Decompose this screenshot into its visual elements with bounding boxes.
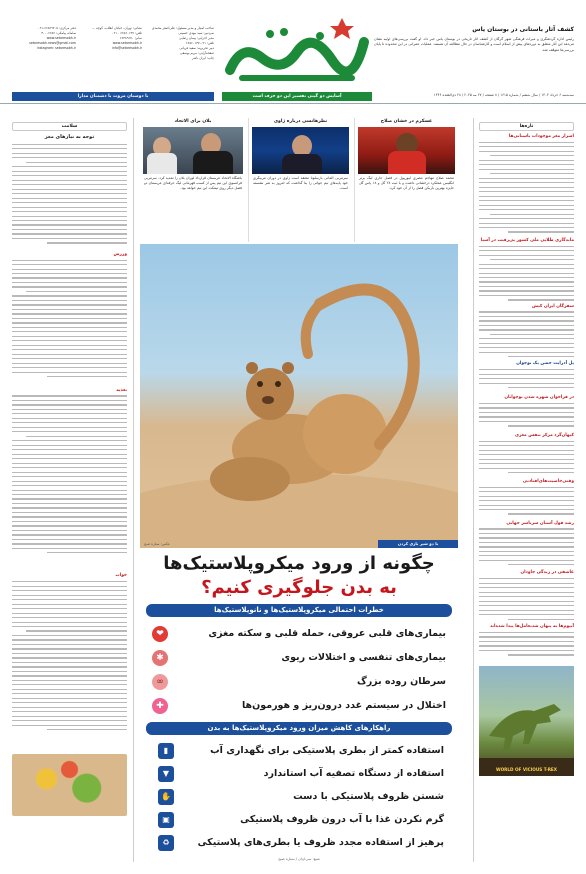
tagline2: با دوستان مروت با دشمنان مدارا (77, 94, 149, 99)
story-salah-title: عسکرم در خشان صلاح (380, 119, 433, 124)
column-head-left-label: سلامت (61, 124, 78, 129)
risk-label-2: بیماری‌های تنفسی و اختلالات ریوی (281, 651, 446, 663)
column-head-left (12, 122, 127, 131)
photo-credit: عکس: ستاره صبح (144, 542, 170, 547)
tip-label-2: استفاده از دستگاه تصفیه آب استاندارد (263, 767, 444, 779)
story-blanc[interactable] (140, 118, 246, 242)
staff-col-3 (12, 26, 76, 51)
tip-label-3: شستن ظروف پلاستیکی با دست (293, 790, 444, 802)
staff-3-2: www.setaresobh.ir (46, 36, 76, 40)
lead-body: رئیس اداره گردشگری و میراث فرهنگی شهر گرگان از کشف آثار تاریخی در بوستان یاس خبر داد. او گفت بررسی‌های اولیه نشان می‌دهد این آثار متعلق به دوره‌های پیش از اسلام است و کارشناسان در حال مطالعه آن هستند. عملیات عمرانی در این محدوده تا پایان بررسی‌ها متوقف شد. (374, 37, 574, 52)
left-headline[interactable]: توجه به نیازهای مغز (44, 134, 95, 140)
right-item-text-8 (479, 528, 574, 570)
staff-3-0: دفتر مرکزی: ۶۶۵۶۹۴۰۵-۰۲۱ (37, 26, 76, 30)
story-flick-body: سرمربی آلمانی بارسلونا معتقد است ژاوی در دوران مربیگری خود پایه‌های تیم جوانی را بنا گذاشت که امروز به ثمر نشسته است. (253, 176, 348, 191)
staff-1-1: سردبیر: سید مهدی حسینی (178, 31, 214, 35)
right-item-text-7 (479, 487, 574, 521)
right-item-text-6 (479, 441, 574, 479)
story-salah-photo (358, 127, 455, 174)
masthead (0, 0, 586, 104)
risk-label-3: سرطان روده بزرگ (356, 675, 446, 687)
staff-2-4: info@setaresobh.ir (111, 46, 142, 50)
tagline-bar (222, 92, 372, 101)
story-blanc-title: بلان برای الاتحاد (174, 119, 212, 124)
infographic (140, 550, 458, 862)
right-item-title-6[interactable]: کیهان‌گرد مرکز تنفس مغزی (515, 432, 574, 438)
story-salah[interactable] (354, 118, 458, 242)
staff-2-3: www.setaresobh.ir (112, 41, 142, 45)
filter-icon: ▼ (158, 766, 174, 782)
staff-3-3: setaresobh.news@gmail.com (29, 41, 76, 45)
divider-right (473, 118, 474, 862)
right-item-title-5[interactable]: در فراخوان شهره شدن نوجوانان (504, 395, 574, 401)
left-text-4 (12, 581, 127, 751)
story-blanc-photo (143, 127, 243, 174)
tip-row-4 (158, 809, 444, 831)
healthy-food-photo (12, 754, 127, 816)
info-section-risks (146, 604, 452, 617)
right-item-title-4[interactable]: پل آدرایت جشن یک نوجوان (516, 361, 574, 367)
info-section-tips (146, 722, 452, 735)
risk-row-4 (152, 694, 446, 718)
tip-row-2 (158, 763, 444, 785)
staff-3-1: سامانه پیامکی: ۳۰۰۰۶۶۵۶ (41, 31, 76, 35)
right-item-text-5 (479, 403, 574, 433)
masthead-logo (222, 12, 372, 92)
heart-icon: ❤ (152, 626, 168, 642)
right-item-title-10[interactable]: آبیوم‌ها به پنهان شدنعامل‌ها پیدا شده‌اند (489, 624, 574, 630)
risk-row-3 (152, 670, 446, 694)
tip-row-3 (158, 786, 444, 808)
intestine-icon: ∞ (152, 674, 168, 690)
info-title-2: به بدن جلوگیری کنیم؟ (201, 577, 397, 598)
right-item-text-2 (479, 246, 574, 304)
story-flick[interactable] (248, 118, 352, 242)
trex-poster (479, 666, 574, 776)
right-item-text-10 (479, 632, 574, 662)
info-source: منبع: سی‌ان‌ان / ستاره صبح (278, 857, 320, 862)
story-salah-body: محمد صلاح مهاجم مصری لیورپول در فصل جاری لیگ برتر انگلیس عملکرد درخشانی داشت و با ثبت ۲۸ گل و ۱۸ پاس گل جایزه بهترین بازیکن فصل را از آن خود کرد. (359, 176, 454, 191)
tip-label-4: گرم نکردن غذا با آب درون ظروف پلاستیکی (240, 813, 444, 825)
right-item-text-1 (479, 142, 574, 238)
right-item-text-4 (479, 369, 574, 395)
hand-wash-icon: ✋ (158, 789, 174, 805)
column-head-right (479, 122, 574, 131)
lungs-icon: ✱ (152, 650, 168, 666)
story-flick-photo (252, 127, 349, 174)
left-sub-1: ورزش (113, 251, 127, 257)
right-item-title-7[interactable]: وقتی‌خاصیت‌های‌افتادنی (522, 478, 574, 484)
issue-line: سه‌شنبه ۶ خرداد ۱۴۰۴ / سال ششم / شماره ۱۶۱۵ / ۸ صفحه / ۲۷ مه ۲۰۲۵ / ۲۸ ذی‌القعده ۱۴۴۶ (433, 93, 574, 97)
hormone-icon: ✚ (152, 698, 168, 714)
trex-poster-text: WORLD OF VICIOUS T-REX (495, 767, 558, 773)
right-item-title-3[interactable]: سفرگان ایران کیش (532, 303, 574, 309)
recycle-icon: ♻ (158, 835, 174, 851)
left-column (12, 134, 127, 862)
left-sub-3: خواب (115, 573, 127, 579)
staff-1-3: تلفن: ۰۲۱-۶۶۵۶۰۱۳۷ (185, 41, 214, 45)
info-section-tips-label: راهکارهای کاهش میزان ورود میکروپلاستیک‌ها به بدن (207, 724, 391, 732)
staff-2-1: تلفن: ۶۶۵۶۰۱۳۷ - ۰۲۱ (111, 31, 142, 35)
photo-caption-text: با دو شیر بازی کردن (397, 541, 439, 546)
photo-caption (378, 540, 458, 548)
right-item-title-8[interactable]: رشد قول آستان سرتاسر جهانی (506, 520, 574, 526)
right-item-title-1[interactable]: اسرار مغز موجودات باستانی‌ها (508, 134, 574, 139)
left-sub-2: تغذیه (116, 387, 127, 393)
top-stories (140, 118, 458, 242)
staff-1-6: چاپ: ایران ناشر (191, 56, 214, 60)
divider-left (133, 118, 134, 862)
tagline: آسایش دو گیتی تفسیر این دو حرف است (252, 94, 342, 99)
right-item-text-3 (479, 311, 574, 361)
right-item-text-9 (479, 578, 574, 624)
microwave-icon: ▣ (158, 812, 174, 828)
info-title-1: چگونه از ورود میکروپلاستیک‌ها (163, 553, 435, 574)
tip-row-5 (158, 832, 444, 854)
left-text-1 (12, 144, 127, 252)
staff-col-2 (78, 26, 142, 51)
staff-1-5: صفحه‌آرایی: مریم یوسفی (180, 51, 214, 55)
tip-label-5: پرهیز از استفاده مجدد ظروف یا بطری‌های پلاستیکی (197, 836, 444, 848)
risk-label-4: اختلال در سیستم غدد درون‌ریز و هورمون‌ها (241, 699, 446, 711)
staff-3-4: instagram: setaresobh.ir (36, 46, 76, 50)
lead-story[interactable] (374, 26, 574, 88)
staff-2-2: نمابر: ۶۶۴۸۹۶۷۰ (119, 36, 142, 40)
right-column (479, 134, 574, 862)
left-text-2 (12, 260, 127, 388)
left-text-3 (12, 395, 127, 573)
staff-2-0: نشانی: تهران، خیابان انقلاب، کوچه ... (91, 26, 142, 30)
tip-label-1: استفاده کمتر از بطری پلاستیکی برای نگهداری آب (210, 744, 444, 756)
staff-col-1 (144, 26, 214, 61)
right-item-title-9[interactable]: عاشقی در زندگی جاودان (520, 570, 574, 576)
tagline2-bar (12, 92, 214, 101)
risk-row-1 (152, 622, 446, 646)
column-head-right-label: تازه‌ها (519, 124, 534, 129)
right-item-title-2[interactable]: ماندگاری طلایی ملی کشور بی‌رقیب در آسیا (480, 237, 574, 243)
staff-1-0: صاحب امتیاز و مدیر مسئول: علی‌اصغر محمدی (151, 26, 214, 30)
tip-row-1 (158, 740, 444, 762)
risk-label-1: بیماری‌های قلبی عروقی، حمله قلبی و سکته مغزی (208, 627, 446, 639)
lion-photo (140, 244, 458, 548)
staff-box (12, 26, 214, 86)
bottle-icon: ▮ (158, 743, 174, 759)
risk-row-2 (152, 646, 446, 670)
story-flick-title: نظرهانسی درباره ژاوی (273, 119, 328, 124)
story-blanc-body: باشگاه الاتحاد عربستان قرارداد لوران بلان را تمدید کرد. سرمربی فرانسوی این تیم پس از کسب قهرمانی لیگ حرفه‌ای عربستان دو فصل دیگر روی نیمکت این تیم خواهد بود. (144, 176, 242, 191)
staff-1-4: دبیر تحریریه: سعید قربانی (179, 46, 214, 50)
staff-1-2: مدیر اجرایی: پیمان رضایی (179, 36, 214, 40)
lead-title: کشف آثار باستانی در بوستان یاس (472, 26, 574, 33)
info-section-risks-label: خطرات احتمالی میکروپلاستیک‌ها و نانوپلاستیک‌ها (214, 606, 384, 614)
